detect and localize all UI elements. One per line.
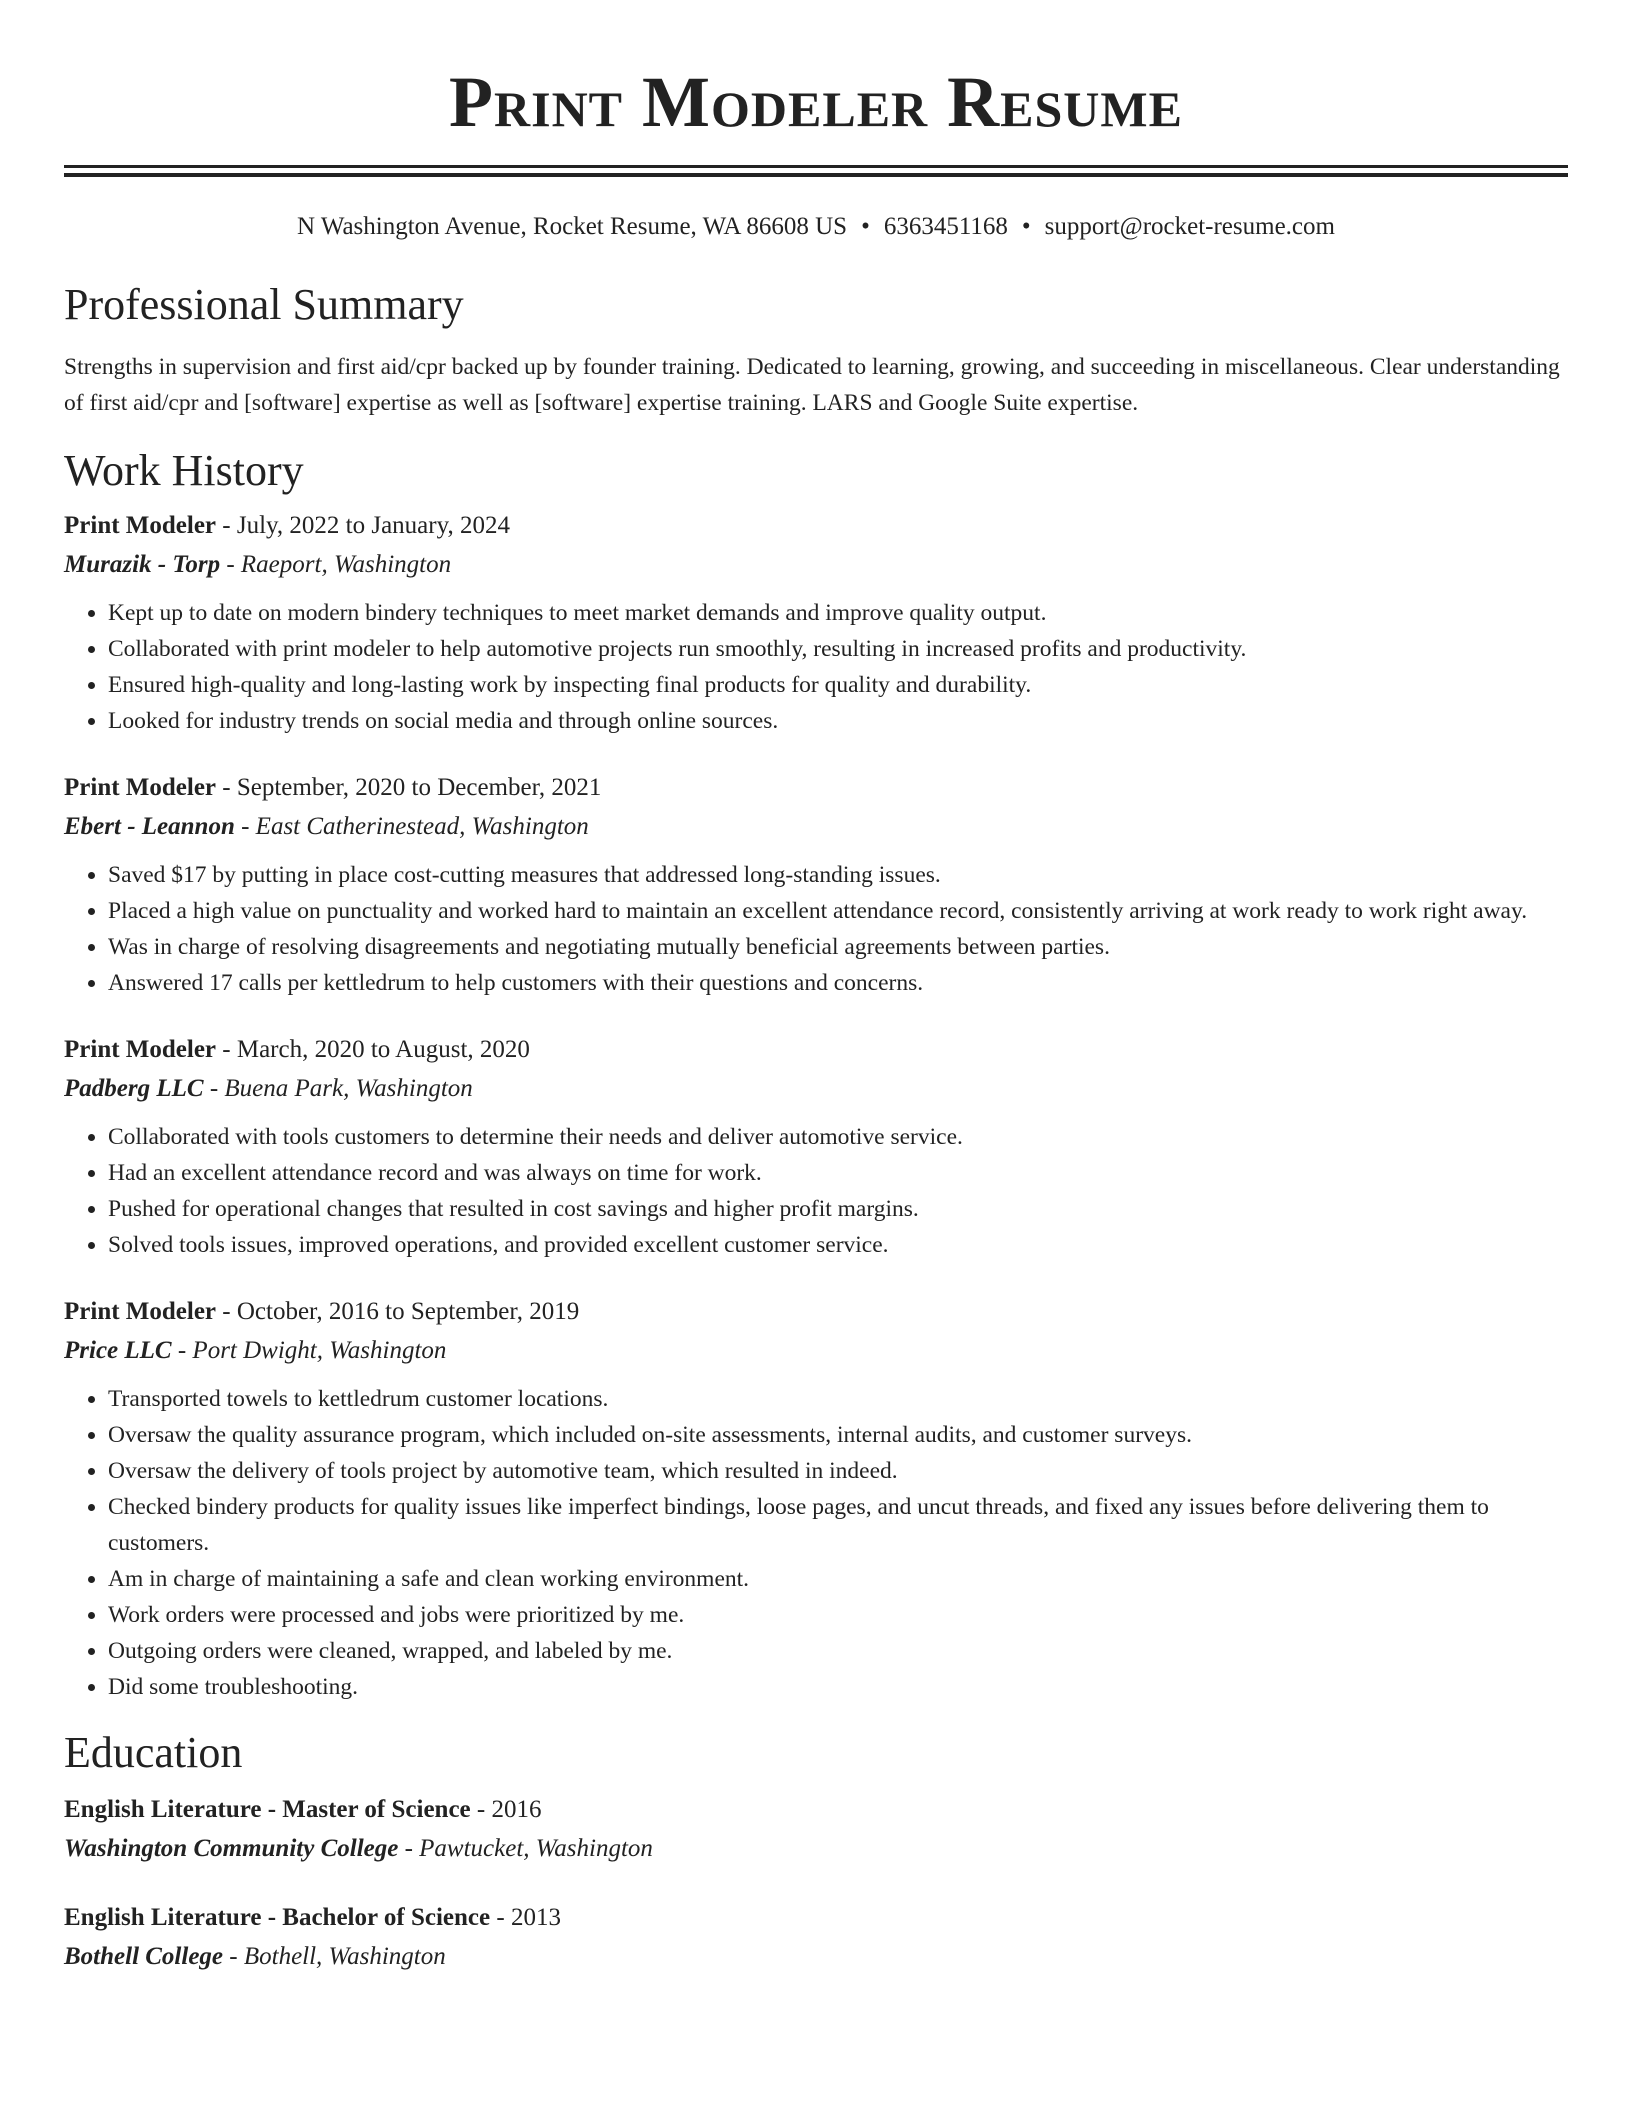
list-item: • Saved $17 by putting in place cost-cutting measures that addressed long-standing issues.: [108, 857, 1568, 893]
list-item: • Transported towels to kettledrum customer locations.: [108, 1381, 1568, 1417]
list-item: • Ensured high-quality and long-lasting work by inspecting final products for quality and durability.: [108, 667, 1568, 703]
job-title-line: [64, 507, 1568, 545]
job-bullets: [64, 1381, 1568, 1705]
list-item: • Collaborated with tools customers to determine their needs and deliver automotive service.: [108, 1119, 1568, 1155]
list-item: • Am in charge of maintaining a safe and clean working environment.: [108, 1561, 1568, 1597]
job-entry: [64, 1031, 1568, 1263]
job-company-line: [64, 1069, 1568, 1109]
list-item: • Oversaw the delivery of tools project by automotive team, which resulted in indeed.: [108, 1453, 1568, 1489]
job-title-line: [64, 1031, 1568, 1069]
contact-line: [64, 211, 1568, 243]
list-item: • Solved tools issues, improved operations, and provided excellent customer service.: [108, 1227, 1568, 1263]
list-item: • Pushed for operational changes that resulted in cost savings and higher profit margins.: [108, 1191, 1568, 1227]
job-title: Print Modeler: [64, 774, 217, 801]
list-item: • Was in charge of resolving disagreements and negotiating mutually beneficial agreements between parties.: [108, 929, 1568, 965]
school-location: - Pawtucket, Washington: [398, 1835, 653, 1862]
job-location: - East Catherinestead, Washington: [234, 813, 589, 840]
list-item: • Work orders were processed and jobs were prioritized by me.: [108, 1597, 1568, 1633]
education-entry: [64, 1791, 1568, 1869]
job-company-line: [64, 807, 1568, 847]
list-item: • Had an excellent attendance record and was always on time for work.: [108, 1155, 1568, 1191]
list-item: • Placed a high value on punctuality and worked hard to maintain an excellent attendance record, consistently arriving at work ready to work right away.: [108, 893, 1568, 929]
job-company-line: [64, 545, 1568, 585]
job-location: - Raeport, Washington: [220, 551, 452, 578]
job-entry: [64, 769, 1568, 1001]
contact-address: N Washington Avenue, Rocket Resume, WA 86608 US: [297, 213, 848, 240]
job-company: Murazik - Torp: [64, 551, 221, 578]
education-entry: [64, 1899, 1568, 1977]
list-item: • Answered 17 calls per kettledrum to help customers with their questions and concerns.: [108, 965, 1568, 1001]
list-item: • Checked bindery products for quality issues like imperfect bindings, loose pages, and uncut threads, and fixed any issues before delivering them to customers.: [108, 1489, 1568, 1561]
title-divider-bottom: [64, 173, 1568, 177]
job-dates: - October, 2016 to September, 2019: [216, 1298, 580, 1325]
page-title: Print Modeler Resume: [449, 62, 1183, 142]
job-company: Price LLC: [64, 1337, 172, 1364]
job-bullets: [64, 857, 1568, 1001]
job-title: Print Modeler: [64, 1036, 217, 1063]
job-location: - Buena Park, Washington: [203, 1075, 473, 1102]
contact-separator: •: [861, 213, 870, 240]
job-entry: [64, 507, 1568, 739]
list-item: • Oversaw the quality assurance program, which included on-site assessments, internal audits, and customer surveys.: [108, 1417, 1568, 1453]
job-location: - Port Dwight, Washington: [171, 1337, 447, 1364]
job-title-line: [64, 769, 1568, 807]
contact-phone: 6363451168: [883, 213, 1008, 240]
school-line: [64, 1937, 1568, 1977]
degree: English Literature - Master of Science: [64, 1796, 471, 1823]
degree-year: - 2016: [470, 1796, 542, 1823]
title-divider-top: [64, 165, 1568, 168]
job-title-line: [64, 1293, 1568, 1331]
school: Bothell College: [64, 1943, 224, 1970]
list-item: • Outgoing orders were cleaned, wrapped, and labeled by me.: [108, 1633, 1568, 1669]
summary-heading: Professional Summary: [64, 280, 464, 329]
job-title: Print Modeler: [64, 1298, 217, 1325]
job-company: Ebert - Leannon: [64, 813, 235, 840]
degree-line: [64, 1899, 1568, 1937]
degree-line: [64, 1791, 1568, 1829]
degree: English Literature - Bachelor of Science: [64, 1904, 491, 1931]
job-bullets: [64, 1119, 1568, 1263]
job-company-line: [64, 1331, 1568, 1371]
list-item: • Kept up to date on modern bindery techniques to meet market demands and improve quality output.: [108, 595, 1568, 631]
work-history-heading: Work History: [64, 446, 304, 495]
job-dates: - March, 2020 to August, 2020: [216, 1036, 530, 1063]
job-dates: - July, 2022 to January, 2024: [216, 512, 510, 539]
list-item: • Looked for industry trends on social media and through online sources.: [108, 703, 1568, 739]
list-item: • Collaborated with print modeler to help automotive projects run smoothly, resulting in increased profits and productivity.: [108, 631, 1568, 667]
degree-year: - 2013: [490, 1904, 561, 1931]
job-title: Print Modeler: [64, 512, 217, 539]
job-dates: - September, 2020 to December, 2021: [216, 774, 602, 801]
job-bullets: [64, 595, 1568, 739]
school-line: [64, 1829, 1568, 1869]
school: Washington Community College: [64, 1835, 399, 1862]
job-entry: [64, 1293, 1568, 1705]
education-heading: Education: [64, 1728, 243, 1777]
job-company: Padberg LLC: [64, 1075, 204, 1102]
school-location: - Bothell, Washington: [223, 1943, 446, 1970]
contact-separator: •: [1021, 213, 1031, 240]
summary-text: Strengths in supervision and first aid/cpr backed up by founder training. Dedicated to learning, growing, and succeeding in miscellaneous. Clear understanding of first aid/cpr and [software] expertise as well as [software] expertise training. LARS and Google Suite expertise.: [64, 354, 1560, 416]
contact-email: support@rocket-resume.com: [1044, 213, 1335, 240]
list-item: • Did some troubleshooting.: [108, 1669, 1568, 1705]
